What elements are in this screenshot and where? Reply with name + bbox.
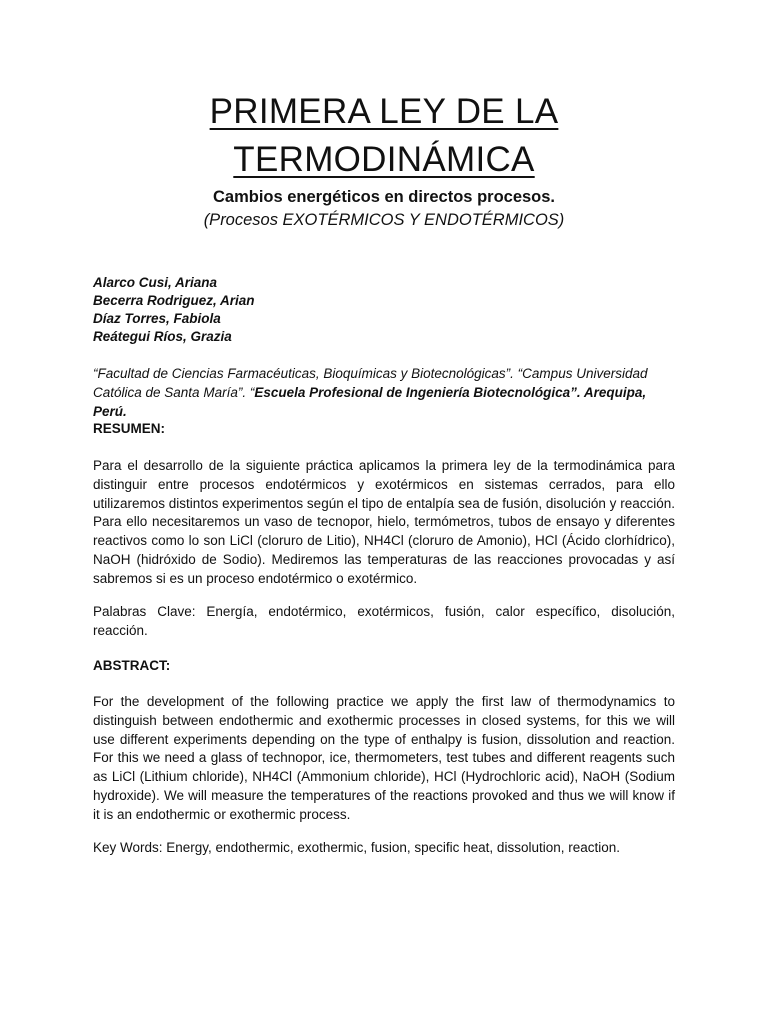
abstract-body: For the development of the following practice we apply the first law of thermodynamics to distinguish between endothermic and exothermic processes in closed systems, for this we will use different experiments depending on the type of enthalpy is fusion, dissolution and reaction. For this we need a glass of technopor, ice, thermometers, test tubes and different reagents such as LiCl (Lithium chloride), NH4Cl (Ammonium chloride), HCl (Hydrochloric acid), NaOH (Sodium hydroxide). We will measure the temperatures of the reactions provoked and thus we will know if it is an endothermic or exothermic process. xyxy=(93,694,675,822)
author-name: Díaz Torres, Fabiola xyxy=(93,311,221,326)
affiliation-part-1: “Facultad de Ciencias Farmacéuticas, Bioquímicas y Biotecnológicas”. “Campus Universidad Católica de Santa María”. “ xyxy=(93,366,648,400)
author-list xyxy=(93,274,255,346)
affiliation-part-3: ”. Arequipa, Perú. xyxy=(93,385,647,419)
subtitle-italic: (Procesos EXOTÉRMICOS Y ENDOTÉRMICOS) xyxy=(203,211,565,229)
affiliation xyxy=(93,364,678,421)
title-line-1: PRIMERA LEY DE LA xyxy=(209,92,559,131)
title-line-2: TERMODINÁMICA xyxy=(233,140,535,179)
abstract-heading: ABSTRACT: xyxy=(93,658,171,673)
affiliation-school: Escuela Profesional de Ingeniería Biotecnológica xyxy=(254,385,571,400)
subtitle: Cambios energéticos en directos procesos. xyxy=(212,188,556,206)
author-name: Reátegui Ríos, Grazia xyxy=(93,329,232,344)
author-name: Alarco Cusi, Ariana xyxy=(93,275,218,290)
resumen-body: Para el desarrollo de la siguiente práctica aplicamos la primera ley de la termodinámica para distinguir entre procesos endotérmicos y exotérmicos en sistemas cerrados, para ello utilizaremos distintos experimentos según el tipo de entalpía sea de fusión, disolución y reacción. Para ello necesitaremos un vaso de tecnopor, hielo, termómetros, tubos de ensayo y diferentes reactivos como lo son LiCl (cloruro de Litio), NH4Cl (cloruro de Amonio), HCl (Ácido clorhídrico), NaOH (hidróxido de Sodio). Mediremos las temperaturas de las reacciones provocadas y así sabremos si es un proceso endotérmico o exotérmico. xyxy=(93,458,675,586)
key-words: Key Words: Energy, endothermic, exothermic, fusion, specific heat, dissolution, reaction. xyxy=(93,840,621,855)
resumen-heading: RESUMEN: xyxy=(93,421,166,436)
palabras-clave: Palabras Clave: Energía, endotérmico, exotérmicos, fusión, calor específico, disolución, reacción. xyxy=(93,604,675,638)
author-name: Becerra Rodriguez, Arian xyxy=(93,293,255,308)
